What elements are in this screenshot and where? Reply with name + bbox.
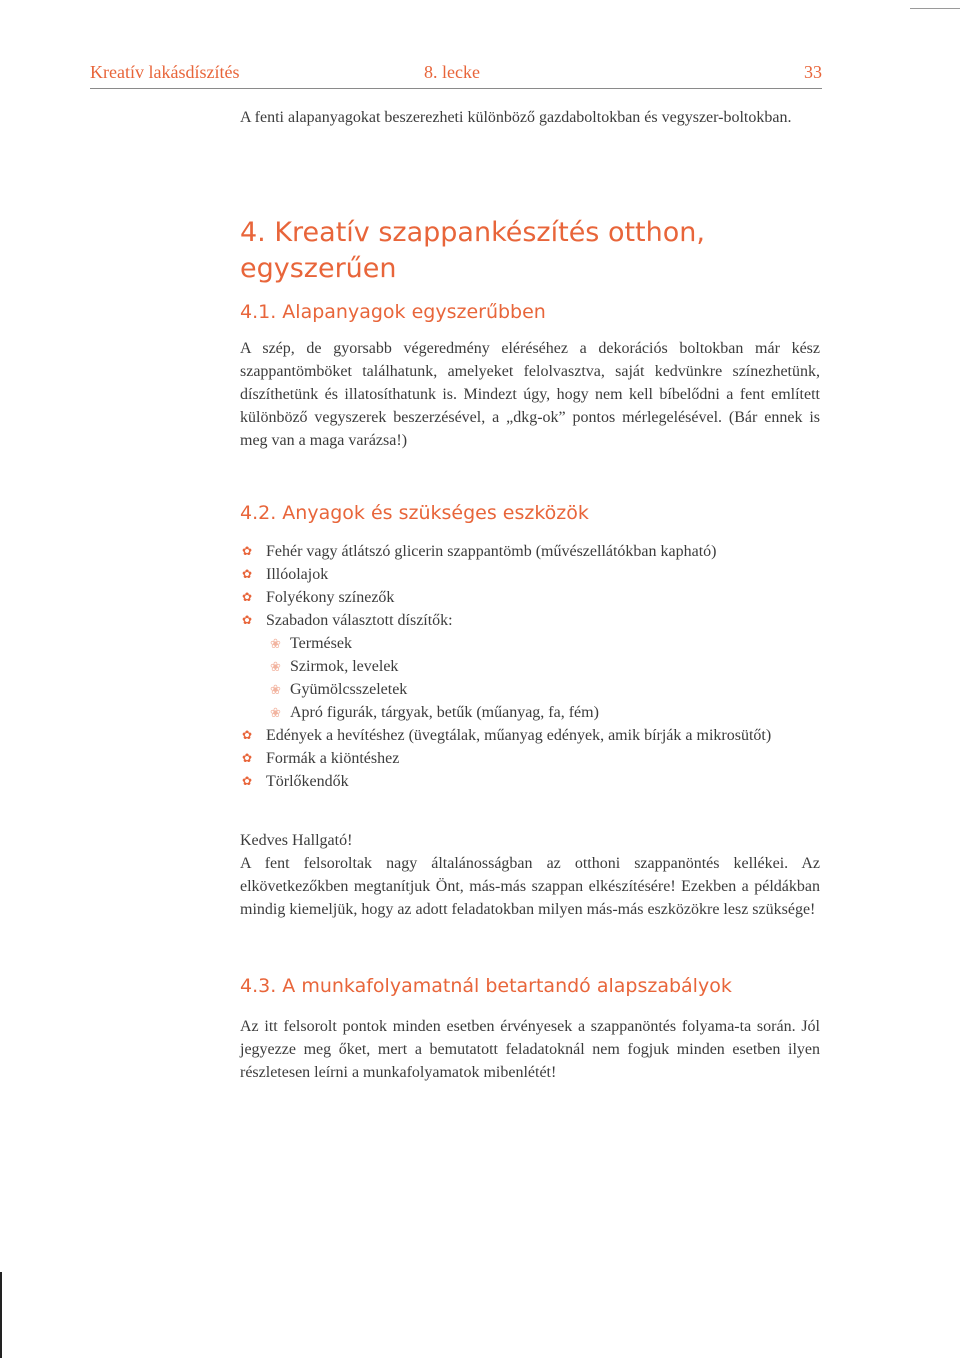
small-flower-bullet-icon: ❀ [270,705,281,720]
flower-bullet-icon: ✿ [242,544,253,558]
scan-margin-line [0,1272,2,1358]
decorations-sublist [240,632,820,724]
header-book-title: Kreatív lakásdíszítés [90,62,240,82]
list-item: ✿ Törlőkendők [240,770,820,793]
flower-bullet-icon: ✿ [242,774,253,788]
flower-bullet-icon: ✿ [242,567,253,581]
section-4-title [240,215,820,287]
section-4-1-title: 4.1. Alapanyagok egyszerűbben [240,301,546,323]
list-item: ✿ Formák a kiöntéshez [240,747,820,770]
section-4-title-line1: 4. Kreatív szappankészítés otthon, [240,217,705,248]
flower-bullet-icon: ✿ [242,613,253,627]
header-lesson: 8. lecke [424,62,480,82]
flower-bullet-icon: ✿ [242,728,253,742]
section-4-3-paragraph: Az itt felsorolt pontok minden esetben érvényesek a szappanöntés folyama-ta során. Jól jegyezze meg őket, mert a bemutatott feladatoknál nem fogjuk minden esetben ilyen részletesen leírni a munkafolyamatok mibenlétét! [240,1018,820,1081]
intro-paragraph: A fenti alapanyagokat beszerezheti különböző gazdaboltokban és vegyszer-boltokban. [240,109,792,126]
list-item: ✿ Szabadon választott díszítők: [240,609,820,632]
list-item: ✿ Illóolajok [240,563,820,586]
small-flower-bullet-icon: ❀ [270,636,281,651]
small-flower-bullet-icon: ❀ [270,682,281,697]
list-item: ✿ Fehér vagy átlátszó glicerin szappantömb (művészellátókban kapható) [240,540,820,563]
page-content [240,106,820,1084]
section-4-3-title: 4.3. A munkafolyamatnál betartandó alapszabályok [240,975,732,997]
materials-list [240,540,820,632]
note-greeting: Kedves Hallgató! [240,832,353,849]
page-header [90,60,822,89]
section-4-2-title: 4.2. Anyagok és szükséges eszközök [240,502,589,524]
note-paragraph: A fent felsoroltak nagy általánosságban az otthoni szappanöntés kellékei. Az elkövetkezőkben megtanítjuk Önt, más-más szappan elkészítésére! Ezekben a példákban mindig kiemeljük, hogy az adott feladatokban milyen más-más eszközökre lesz szüksége! [240,855,820,918]
sub-list-item: ❀ Szirmok, levelek [268,655,820,678]
header-page-number: 33 [804,62,822,82]
sub-list-item: ❀ Termések [268,632,820,655]
sub-list-item: ❀ Gyümölcsszeletek [268,678,820,701]
sub-list-item: ❀ Apró figurák, tárgyak, betűk (műanyag, fa, fém) [268,701,820,724]
flower-bullet-icon: ✿ [242,751,253,765]
list-item: ✿ Folyékony színezők [240,586,820,609]
small-flower-bullet-icon: ❀ [270,659,281,674]
list-item: ✿ Edények a hevítéshez (üvegtálak, műanyag edények, amik bírják a mikrosütőt) [240,724,820,747]
flower-bullet-icon: ✿ [242,590,253,604]
section-4-title-line2: egyszerűen [240,253,397,284]
tools-list [240,724,820,793]
scan-edge-mark [910,8,960,9]
section-4-1-paragraph: A szép, de gyorsabb végeredmény eléréséhez a dekorációs boltokban már kész szappantömböket találhatunk, amelyeket felolvasztva, saját kedvünkre színezhetünk, díszíthetünk és illatosíthatunk is. Mindezt úgy, hogy nem kell bíbelődni a fent említett különböző vegyszerek beszerzésével, a „dkg-ok” pontos mérlegelésével. (Bár ennek is meg van a maga varázsa!) [240,340,820,449]
